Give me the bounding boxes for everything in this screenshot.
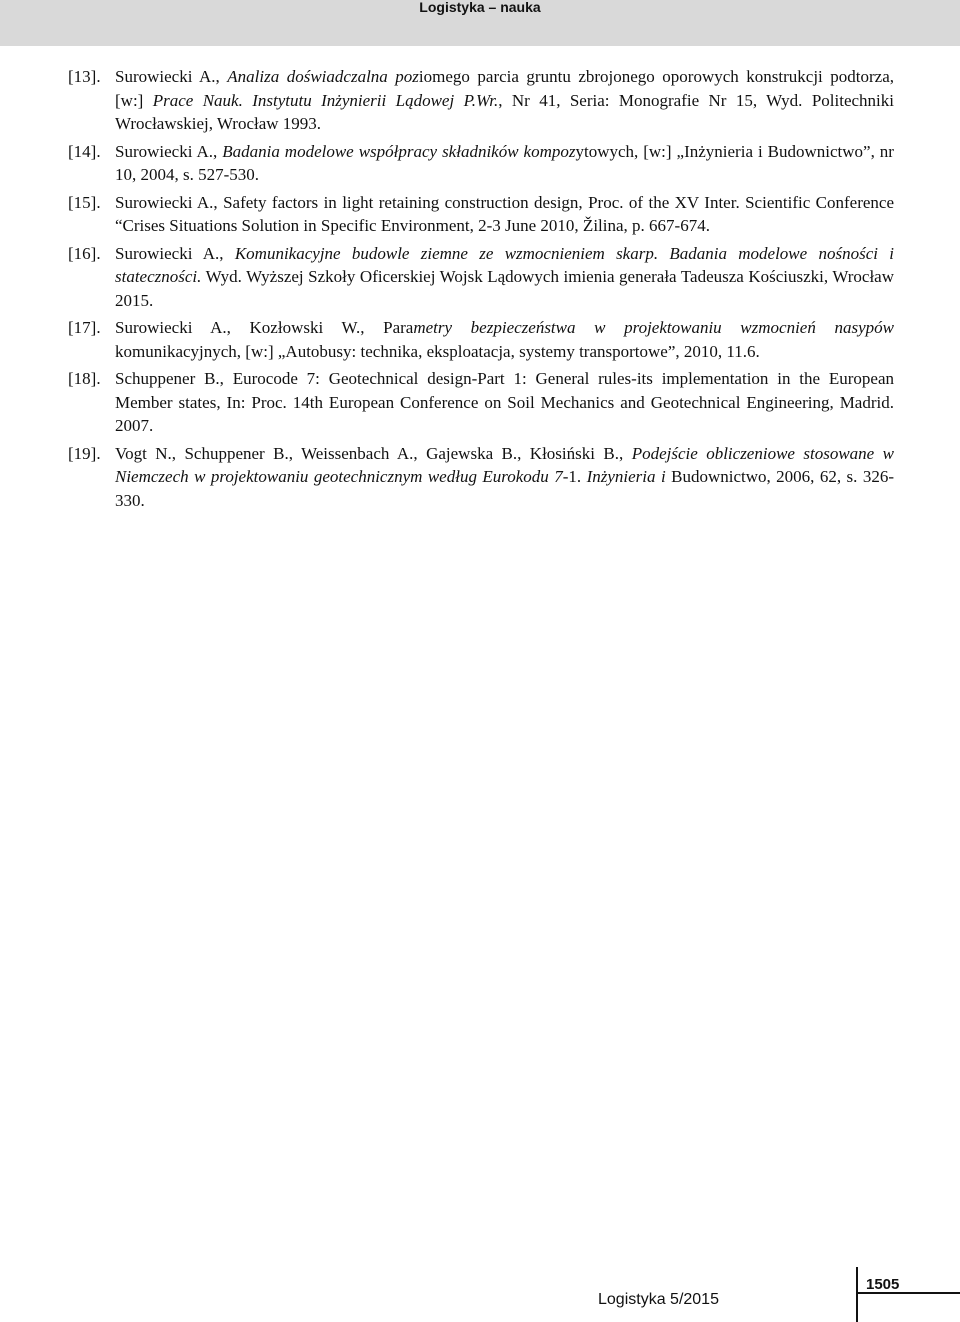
reference-italic-segment: metry bezpieczeństwa w projektowaniu wzmocnień nasypów (413, 318, 894, 337)
reference-text (115, 367, 894, 438)
reference-item (68, 242, 894, 313)
reference-italic-segment: Analiza doświadczalna poz (227, 67, 419, 86)
reference-segment: ytowych, [w:] „Inżynieria i Budownictwo”, nr 10, 2004, s. 527-530. (115, 141, 894, 184)
reference-number: [17]. (68, 318, 101, 337)
reference-text (115, 242, 894, 313)
reference-number: [15]. (68, 192, 101, 212)
reference-text (115, 191, 894, 238)
reference-italic-segment: Inżynieria i (586, 467, 666, 486)
reference-segment: -1. (562, 467, 587, 486)
reference-text (115, 442, 894, 513)
reference-segment: Surowiecki A., (115, 67, 228, 86)
reference-italic-segment: Podejście obliczeniowe stosowane w Niemczech w projektowaniu geotechnicznym według Eurokodu 7 (115, 443, 894, 486)
reference-text (115, 316, 894, 363)
footer-journal-issue: Logistyka 5/2015 (598, 1291, 719, 1308)
reference-segment: Surowiecki A., (115, 243, 235, 263)
reference-number: [16]. (68, 243, 101, 263)
reference-segment: Budownictwo, 2006, 62, s. 326-330. (115, 467, 894, 510)
reference-segment: Wyd. Wyższej Szkoły Oficerskiej Wojsk Lądowych imienia generała Tadeusza Kościuszki, Wrocław 2015. (115, 267, 894, 310)
reference-segment: , Nr 41, Seria: Monografie Nr 15, Wyd. Politechniki Wrocławskiej, Wrocław 1993. (115, 90, 894, 133)
reference-italic-segment: Komunikacyjne budowle ziemne ze wzmocnieniem skarp. Badania modelowe nośności i stateczności. (115, 243, 894, 286)
reference-item (68, 140, 894, 187)
reference-number: [14]. (68, 141, 101, 161)
running-header: Logistyka – nauka (419, 0, 541, 15)
reference-italic-segment: Badania modelowe współpracy składników kompoz (222, 141, 576, 161)
reference-segment: komunikacyjnych, [w:] „Autobusy: technika, eksploatacja, systemy transportowe”, 2010, 11.6. (115, 341, 760, 361)
reference-italic-segment: Prace Nauk. Instytutu Inżynierii Lądowej P.Wr. (152, 90, 499, 110)
reference-text (115, 65, 894, 136)
reference-segment: iomego parcia gruntu zbrojonego oporowych konstrukcji podtorza, [w:] (115, 67, 895, 110)
reference-number: [18]. (68, 369, 101, 388)
reference-item (68, 65, 894, 136)
reference-list (68, 65, 894, 516)
reference-item (68, 442, 894, 513)
reference-item (68, 191, 894, 238)
reference-item (68, 316, 894, 363)
reference-segment: Surowiecki A., (115, 141, 223, 161)
reference-segment: Vogt N., Schuppener B., Weissenbach A., Gajewska B., Kłosiński B., (115, 443, 632, 463)
reference-number: [19]. (68, 443, 101, 463)
reference-segment: Schuppener B., Eurocode 7: Geotechnical design-Part 1: General rules-its implementation in the European Member states, In: Proc. 14th European Conference on Soil Mechanics and Geotechnical Engineering, Madrid. 2007. (115, 369, 894, 435)
reference-item (68, 367, 894, 438)
reference-number: [13]. (68, 67, 101, 86)
reference-segment: Surowiecki A., Kozłowski W., Para (115, 318, 414, 337)
reference-text (115, 140, 894, 187)
reference-segment: Surowiecki A., Safety factors in light retaining construction design, Proc. of the XV Inter. Scientific Conference “Crises Situations Solution in Specific Environment, 2-3 June 2010, Žilina, p. 667-674. (115, 192, 894, 235)
page-number: 1505 (866, 1276, 900, 1293)
